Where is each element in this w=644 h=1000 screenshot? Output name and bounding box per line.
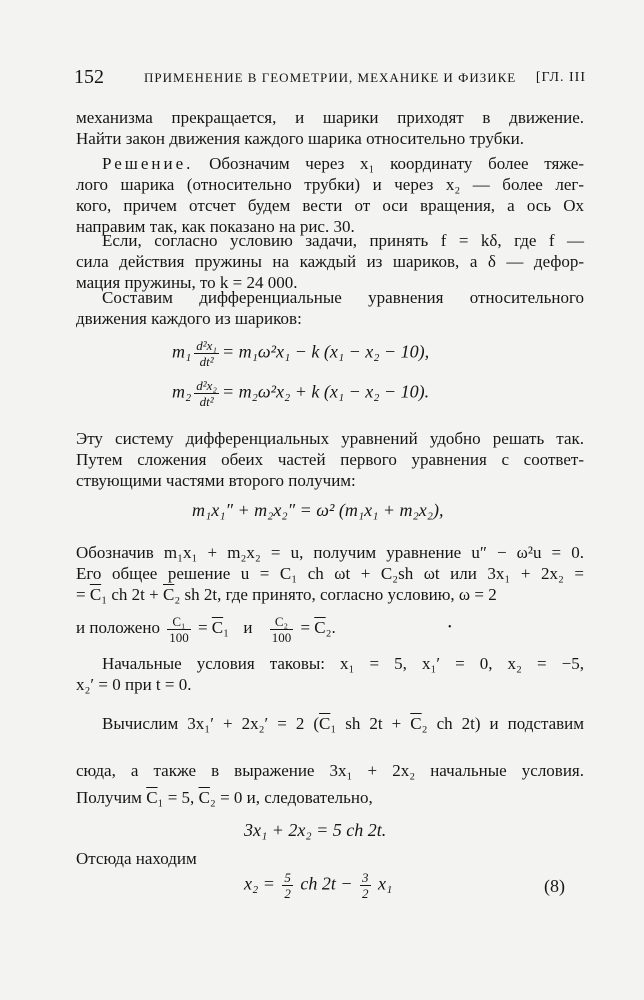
paragraph-find <box>76 848 584 869</box>
constant-c2: $\overline{C}$ <box>198 788 210 807</box>
text-fragment: ₁ ch 2t + <box>101 585 163 604</box>
text-line <box>76 584 584 605</box>
text-line: механизма прекращается, и шарики приходят в движение. <box>76 108 584 127</box>
text-line: Отсюда находим <box>76 849 197 868</box>
text-line: кого, причем отсчет будем вести от оси вращения, а ось Ox <box>76 196 584 215</box>
derivative-fraction <box>194 338 219 369</box>
frac-numerator: 3 <box>362 870 369 885</box>
paragraph-spring <box>76 230 584 293</box>
text-line: движения каждого из шариков: <box>76 309 302 328</box>
frac-denominator: 100 <box>271 629 292 645</box>
frac-numerator: C₁ <box>167 614 191 630</box>
text-fragment: ₁ sh 2t + <box>330 714 411 733</box>
text-fragment: ₁ <box>223 618 230 637</box>
text-fragment: = <box>76 585 90 604</box>
constant-c1: $\overline{C}$ <box>319 714 331 733</box>
eq-middle: ch 2t − <box>300 873 353 894</box>
eq-lhs: m₂ <box>172 381 192 402</box>
text-line: мация пружины, то k = 24 000. <box>76 273 298 292</box>
text-line: Эту систему дифференциальных уравнений удобно решать так. <box>76 429 584 448</box>
text-fragment: Вычислим 3x₁′ + 2x₂′ = 2 ( <box>102 714 320 733</box>
text-fragment: ₂. <box>325 618 336 637</box>
constant-c1: $\overline{C}$ <box>89 585 102 604</box>
solution-paragraph <box>76 153 584 237</box>
paragraph-summation <box>76 428 584 491</box>
derivative-fraction <box>194 378 219 409</box>
eq-rhs: = m₂ω²x₂ + k (x₁ − x₂ − 10). <box>221 381 430 402</box>
text-line: Составим дифференциальные уравнения относительного <box>102 288 584 307</box>
paragraph-compute <box>76 713 584 734</box>
frac-denominator: dt² <box>199 394 214 409</box>
paragraph-initial-conditions <box>76 653 584 695</box>
equation-4: 3x₁ + 2x₂ = 5 ch 2t. <box>244 820 387 840</box>
constant-c2: $\overline{C}$ <box>162 585 175 604</box>
constant-c1: $\overline{C}$ <box>211 618 224 637</box>
text-fragment: ₂ = 0 и, следовательно, <box>209 788 373 807</box>
text-line: x₂′ = 0 при t = 0. <box>76 675 192 694</box>
equation-5 <box>244 870 392 901</box>
frac-numerator: d²x₂ <box>196 378 217 393</box>
frac-numerator: 5 <box>284 870 291 885</box>
eq-rhs: = m₁ω²x₁ − k (x₁ − x₂ − 10), <box>221 341 430 362</box>
equation-number: (8) <box>544 876 565 896</box>
text-line: Найти закон движения каждого шарика относительно трубки. <box>76 129 524 148</box>
paragraph-equations-intro <box>76 287 584 329</box>
text-line <box>76 153 584 174</box>
text-fragment: = <box>300 618 311 637</box>
running-title: ПРИМЕНЕНИЕ В ГЕОМЕТРИИ, МЕХАНИКЕ И ФИЗИКЕ <box>144 70 517 85</box>
text-line: сюда, а также в выражение 3x₁ + 2x₂ начальные условия. <box>76 761 584 780</box>
fraction <box>282 870 293 901</box>
page-number: 152 <box>74 66 104 88</box>
paragraph-constants <box>76 611 584 645</box>
text-fragment: Обозначим через x₁ координату более тяже- <box>193 154 584 173</box>
frac-denominator: 100 <box>169 629 189 645</box>
text-fragment: ₁ = 5, <box>157 788 199 807</box>
text-line <box>76 787 584 808</box>
text-fragment: ₂ sh 2t, где принято, согласно условию, ω = 2 <box>174 585 497 604</box>
text-fragment: и <box>243 618 253 637</box>
constant-c2: $\overline{C}$ <box>410 714 422 733</box>
constant-c1: $\overline{C}$ <box>146 788 158 807</box>
frac-numerator: C₂ <box>270 614 294 630</box>
text-line <box>76 713 584 734</box>
equation-2 <box>172 378 429 409</box>
fraction <box>360 870 371 901</box>
constant-c2: $\overline{C}$ <box>314 618 326 637</box>
chapter-label: [ГЛ. III <box>535 70 586 85</box>
text-line: ствующими частями второго получим: <box>76 471 356 490</box>
text-fragment: Получим <box>76 788 147 807</box>
print-speck: • <box>448 622 452 633</box>
text-line: сила действия пружины на каждый из шариков, а δ — дефор- <box>76 252 584 271</box>
text-fragment: ₂ ch 2t) и подставим <box>421 714 585 733</box>
fraction <box>167 614 191 645</box>
text-fragment: = <box>197 618 208 637</box>
text-line: Путем сложения обеих частей первого уравнения с соответ- <box>76 450 584 469</box>
fraction <box>270 614 294 645</box>
equation-1 <box>172 338 429 369</box>
problem-text <box>76 107 584 149</box>
eq-lhs: m₁ <box>172 341 192 362</box>
frac-denominator: 2 <box>362 886 369 901</box>
eq-lhs: x₂ = <box>244 873 275 894</box>
text-line: Его общее решение u = C₁ ch ωt + C₂sh ωt или 3x₁ + 2x₂ = <box>76 564 584 583</box>
frac-denominator: 2 <box>284 886 291 901</box>
text-line: лого шарика (относительно трубки) и через x₂ — более лег- <box>76 175 584 194</box>
text-line: Обозначив m₁x₁ + m₂x₂ = u, получим уравнение u″ − ω²u = 0. <box>76 543 584 562</box>
text-line: направим так, как показано на рис. 30. <box>76 217 355 236</box>
paragraph-general-solution <box>76 542 584 605</box>
text-fragment: и положено <box>76 618 160 637</box>
eq-rhs: x₁ <box>378 873 393 894</box>
frac-numerator: d²x₁ <box>196 338 217 353</box>
text-line: Начальные условия таковы: x₁ = 5, x₁′ = 0, x₂ = −5, <box>102 654 584 673</box>
text-line: Если, согласно условию задачи, принять f = kδ, где f — <box>102 231 584 250</box>
solution-label: Решение. <box>102 154 194 173</box>
frac-denominator: dt² <box>199 354 214 369</box>
page-header <box>74 66 586 90</box>
equation-3: m₁x₁″ + m₂x₂″ = ω² (m₁x₁ + m₂x₂), <box>192 500 444 520</box>
paragraph-substitution <box>76 760 584 808</box>
